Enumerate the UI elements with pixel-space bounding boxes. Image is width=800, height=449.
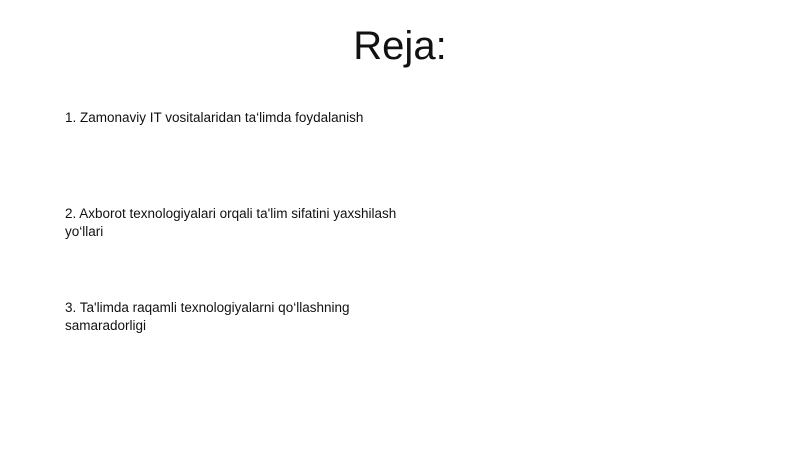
agenda-item-2: 2. Axborot texnologiyalari orqali ta'lim sifatini yaxshilash yo‘llari	[65, 206, 397, 239]
agenda-item-1: 1. Zamonaviy IT vositalaridan ta‘limda foydalanish	[65, 110, 364, 125]
slide-title: Reja:	[353, 24, 447, 68]
agenda-item-3: 3. Ta'limda raqamli texnologiyalarni qo‘llashning samaradorligi	[65, 300, 350, 333]
